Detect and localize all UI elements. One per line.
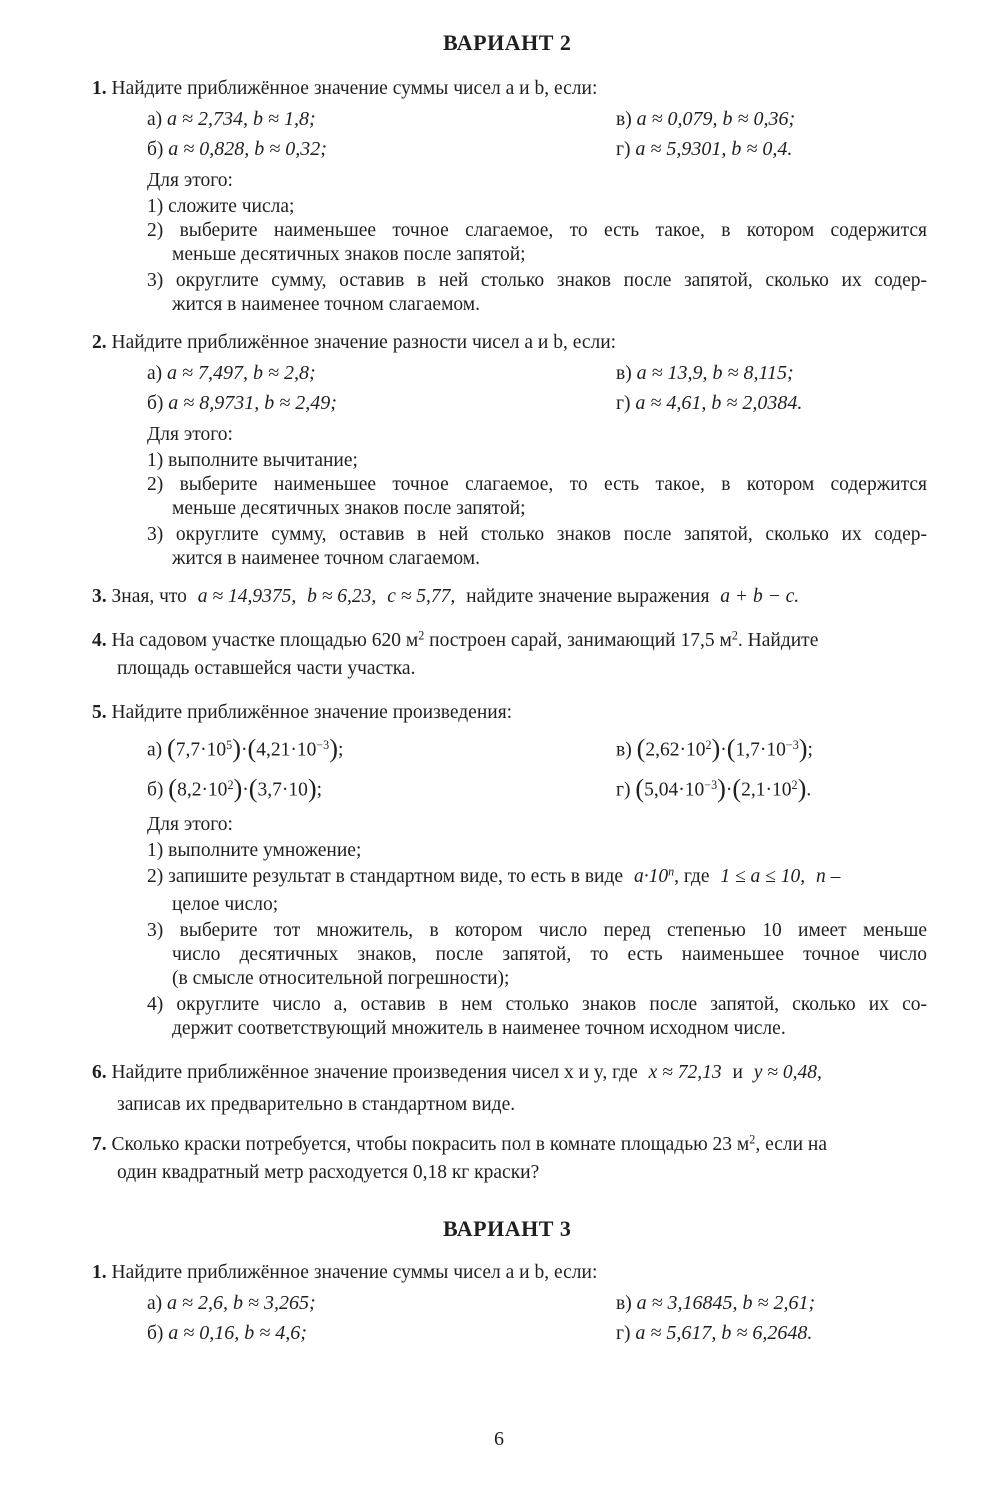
step-2-cont: целое число; <box>172 894 279 915</box>
step-2: 2) запишите результат в стандартном виде, то есть в виде $a\cdot 10^n$, где 1 ≤ a ≤ 10, n – <box>147 864 841 887</box>
option-v: в) a ≈ 13,9, b ≈ 8,115; <box>616 362 794 384</box>
task-number: 1. <box>92 78 107 99</box>
step-2: 2) выберите наименьшее точное слагаемое, то есть такое, в котором содержится <box>147 220 927 241</box>
step-1: 1) выполните вычитание; <box>147 450 358 471</box>
task-line-2: площадь оставшейся части участка. <box>117 658 416 679</box>
option-g: г) $(5,04\cdot 10^{-3})\cdot(2,1\cdot 10^2)$. <box>616 774 812 803</box>
steps-lead: Для этого: <box>147 814 233 835</box>
option-v: в) a ≈ 3,16845, b ≈ 2,61; <box>616 1292 816 1314</box>
option-b: б) a ≈ 0,16, b ≈ 4,6; <box>147 1322 307 1344</box>
task-statement <box>92 332 616 354</box>
task-statement <box>92 702 512 724</box>
step-4: 4) округлите число a, оставив в нем столько знаков после запятой, сколько их со- <box>147 994 927 1015</box>
step-3-cont: жится в наименее точном слагаемом. <box>172 294 481 315</box>
option-b: б) $(8,2\cdot 10^2)\cdot(3,7\cdot 10)$; <box>147 774 323 803</box>
option-v: в) $(2,62\cdot 10^2)\cdot(1,7\cdot 10^{-3})$; <box>616 734 813 763</box>
expression: a + b − c. <box>720 586 800 607</box>
steps-lead: Для этого: <box>147 170 233 191</box>
task-number: 7. <box>92 1134 107 1155</box>
page-number: 6 <box>494 1428 504 1450</box>
task-statement <box>92 78 597 100</box>
task-text: Найдите приближённое значение разности чисел a и b, если: <box>111 332 617 353</box>
step-4-cont: держит соответствующий множитель в наименее точном исходном числе. <box>172 1018 786 1039</box>
task-line-2: один квадратный метр расходуется 0,18 кг краски? <box>117 1162 540 1183</box>
step-2: 2) выберите наименьшее точное слагаемое, то есть такое, в котором содержится <box>147 474 927 495</box>
variant-2-heading: ВАРИАНТ 2 <box>443 30 572 55</box>
step-3: 3) выберите тот множитель, в котором число перед степенью 10 имеет меньше <box>147 920 927 941</box>
step-3: 3) округлите сумму, оставив в ней столько знаков после запятой, сколько их содер- <box>147 270 927 291</box>
option-g: г) a ≈ 5,9301, b ≈ 0,4. <box>616 138 793 160</box>
step-3-cont-2: (в смысле относительной погрешности); <box>172 968 510 989</box>
task-statement <box>92 1262 597 1284</box>
task-number: 2. <box>92 332 107 353</box>
option-a: а) a ≈ 7,497, b ≈ 2,8; <box>147 362 316 384</box>
task-line-1: 6. Найдите приближённое значение произведения чисел x и y, где x ≈ 72,13 и y ≈ 0,48, <box>92 1062 822 1083</box>
option-a: а) $(7,7\cdot 10^5)\cdot(4,21\cdot 10^{-3})$; <box>147 734 344 763</box>
value-a: a ≈ 14,9375, <box>197 586 297 607</box>
step-1: 1) выполните умножение; <box>147 840 362 861</box>
step-2-cont: меньше десятичных знаков после запятой; <box>172 244 526 265</box>
task-number: 6. <box>92 1062 107 1083</box>
step-3-cont: жится в наименее точном слагаемом. <box>172 548 481 569</box>
option-g: г) a ≈ 5,617, b ≈ 6,2648. <box>616 1322 813 1344</box>
v2-task-3 <box>92 586 799 608</box>
step-2-cont: меньше десятичных знаков после запятой; <box>172 498 526 519</box>
task-text: Найдите приближённое значение суммы чисел a и b, если: <box>111 78 598 99</box>
task-line-1: 7. Сколько краски потребуется, чтобы покрасить пол в комнате площадью 23 $м^2$, если на <box>92 1132 828 1155</box>
task-text-2: найдите значение выражения <box>466 586 710 607</box>
option-g: г) a ≈ 4,61, b ≈ 2,0384. <box>616 392 803 414</box>
step-3: 3) округлите сумму, оставив в ней столько знаков после запятой, сколько их содер- <box>147 524 927 545</box>
task-text: Найдите приближённое значение суммы чисел a и b, если: <box>111 1262 598 1283</box>
option-b: б) a ≈ 8,9731, b ≈ 2,49; <box>147 392 337 414</box>
task-number: 5. <box>92 702 107 723</box>
step-3-cont: число десятичных знаков, после запятой, то есть наименьшее точное число <box>172 944 927 965</box>
option-v: в) a ≈ 0,079, b ≈ 0,36; <box>616 108 796 130</box>
steps-lead: Для этого: <box>147 424 233 445</box>
task-line-2: записав их предварительно в стандартном виде. <box>117 1094 516 1115</box>
option-a: а) a ≈ 2,734, b ≈ 1,8; <box>147 108 316 130</box>
task-number: 4. <box>92 630 107 651</box>
value-b: b ≈ 6,23, <box>307 586 377 607</box>
option-b: б) a ≈ 0,828, b ≈ 0,32; <box>147 138 327 160</box>
task-text: Зная, что <box>111 586 187 607</box>
task-line-1: 4. На садовом участке площадью 620 $м^2$ построен сарай, занимающий 17,5 $м^2$. Найдите <box>92 628 819 651</box>
step-1: 1) сложите числа; <box>147 196 295 217</box>
task-number: 1. <box>92 1262 107 1283</box>
task-text: Найдите приближённое значение произведения: <box>111 702 513 723</box>
value-c: c ≈ 5,77, <box>387 586 456 607</box>
variant-3-heading: ВАРИАНТ 3 <box>443 1216 572 1241</box>
option-a: а) a ≈ 2,6, b ≈ 3,265; <box>147 1292 316 1314</box>
task-number: 3. <box>92 586 107 607</box>
